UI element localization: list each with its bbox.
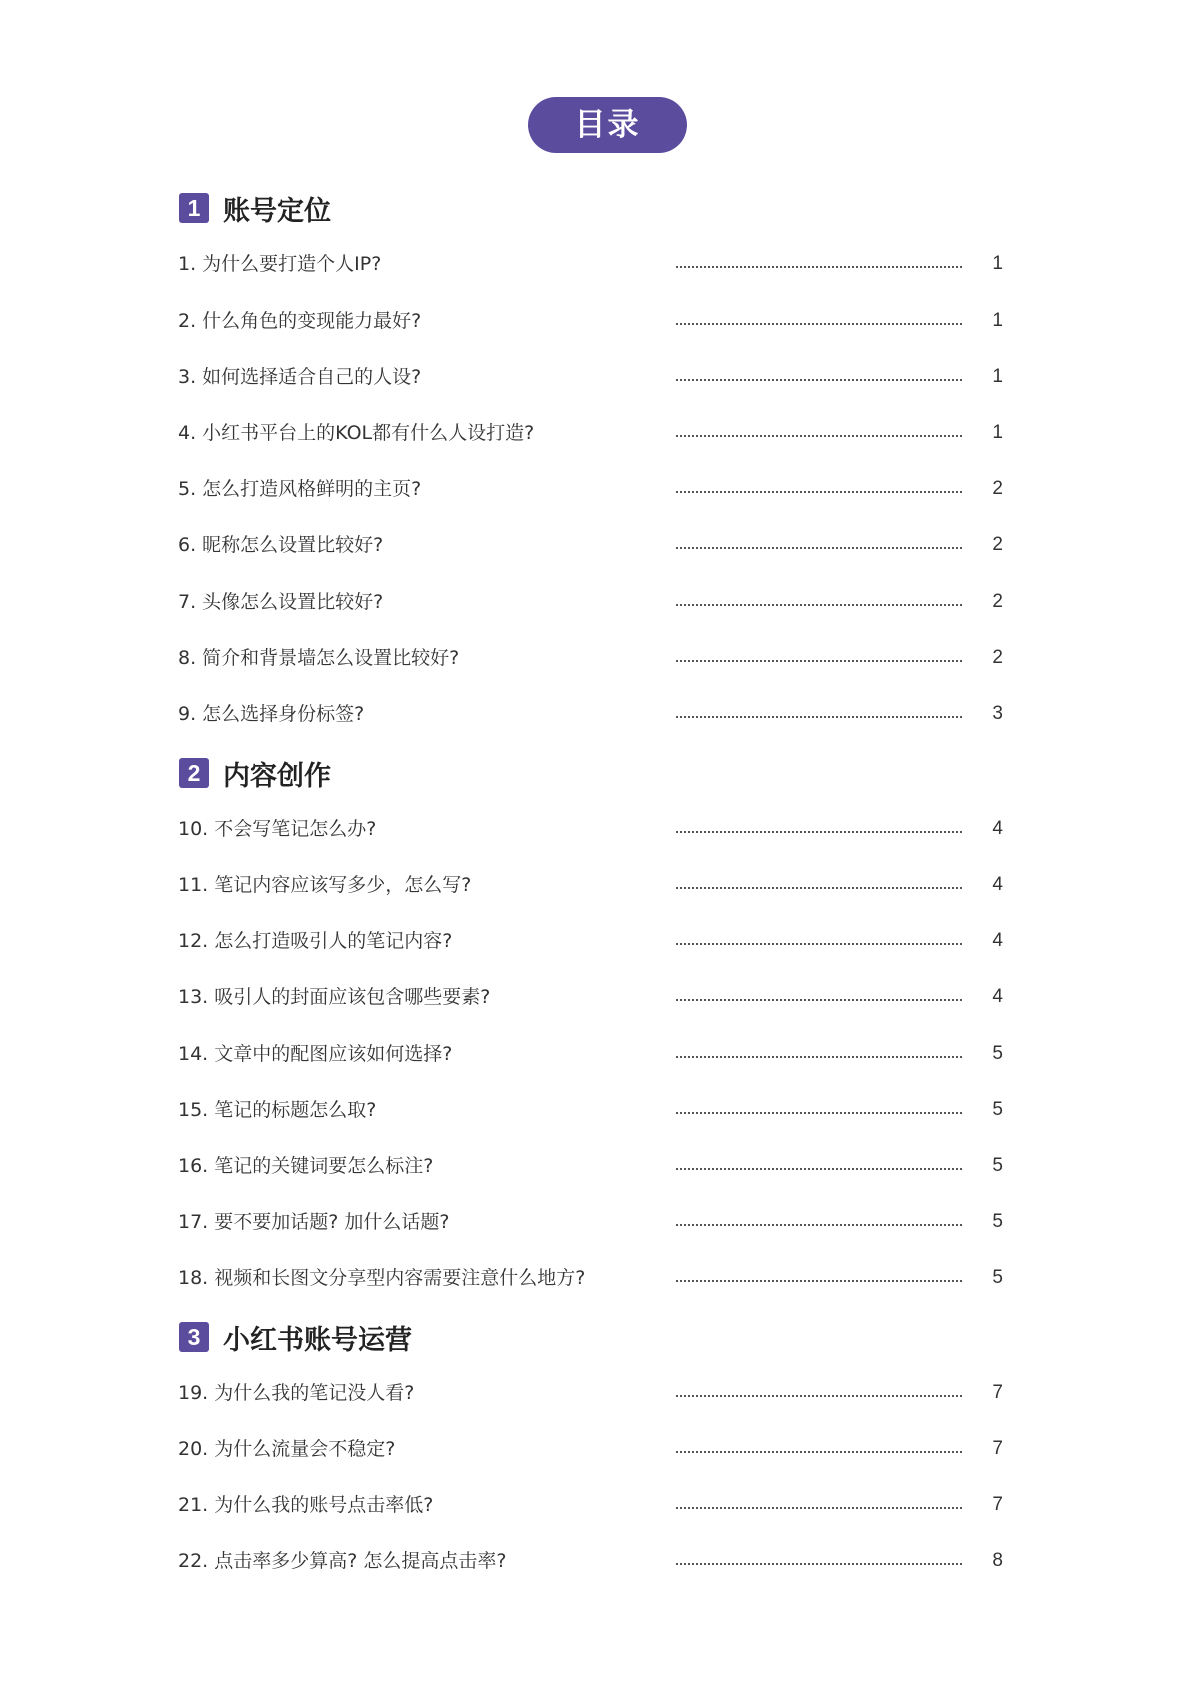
toc-entry[interactable] xyxy=(178,306,1003,336)
toc-entry[interactable] xyxy=(178,249,1003,279)
toc-entry-text: 1. 为什么要打造个人IP? xyxy=(178,253,382,275)
dot-leader xyxy=(676,1280,962,1282)
toc-entry-text: 20. 为什么流量会不稳定? xyxy=(178,1438,396,1460)
toc-entry[interactable] xyxy=(178,1207,1003,1237)
toc-entry-text: 21. 为什么我的账号点击率低? xyxy=(178,1494,434,1516)
dot-leader xyxy=(676,435,962,437)
dot-leader xyxy=(676,323,962,325)
section-header-3 xyxy=(179,1320,412,1354)
section-number-badge: 3 xyxy=(179,1322,209,1352)
toc-entry[interactable] xyxy=(178,643,1003,673)
toc-entry-text: 19. 为什么我的笔记没人看? xyxy=(178,1382,415,1404)
toc-entry-page: 4 xyxy=(992,818,1003,839)
toc-entry[interactable] xyxy=(178,1546,1003,1576)
toc-entry-page: 1 xyxy=(992,253,1003,274)
toc-entry-page: 8 xyxy=(992,1550,1003,1571)
dot-leader xyxy=(676,660,962,662)
toc-entry-text: 11. 笔记内容应该写多少，怎么写? xyxy=(178,874,472,896)
toc-entry-text: 4. 小红书平台上的KOL都有什么人设打造? xyxy=(178,422,535,444)
toc-entry-page: 1 xyxy=(992,310,1003,331)
section-title: 账号定位 xyxy=(223,195,331,227)
toc-entry-page: 4 xyxy=(992,986,1003,1007)
toc-entry-text: 3. 如何选择适合自己的人设? xyxy=(178,366,422,388)
dot-leader xyxy=(676,716,962,718)
toc-entry[interactable] xyxy=(178,362,1003,392)
toc-entry[interactable] xyxy=(178,587,1003,617)
dot-leader xyxy=(676,1056,962,1058)
toc-entry-text: 15. 笔记的标题怎么取? xyxy=(178,1099,377,1121)
dot-leader xyxy=(676,604,962,606)
section-number-badge: 2 xyxy=(179,758,209,788)
toc-entry[interactable] xyxy=(178,1490,1003,1520)
toc-entry-text: 16. 笔记的关键词要怎么标注? xyxy=(178,1155,434,1177)
toc-entry-page: 4 xyxy=(992,930,1003,951)
dot-leader xyxy=(676,831,962,833)
dot-leader xyxy=(676,266,962,268)
toc-entry[interactable] xyxy=(178,814,1003,844)
toc-entry-page: 5 xyxy=(992,1211,1003,1232)
section-header-2 xyxy=(179,756,331,790)
dot-leader xyxy=(676,1112,962,1114)
dot-leader xyxy=(676,943,962,945)
toc-entry-text: 17. 要不要加话题? 加什么话题? xyxy=(178,1211,450,1233)
toc-entry[interactable] xyxy=(178,1263,1003,1293)
toc-entry[interactable] xyxy=(178,418,1003,448)
dot-leader xyxy=(676,1224,962,1226)
dot-leader xyxy=(676,379,962,381)
section-header-1 xyxy=(179,191,331,225)
toc-entry[interactable] xyxy=(178,982,1003,1012)
toc-entry-text: 8. 简介和背景墙怎么设置比较好? xyxy=(178,647,460,669)
toc-entry[interactable] xyxy=(178,699,1003,729)
toc-entry-page: 2 xyxy=(992,478,1003,499)
toc-entry-text: 2. 什么角色的变现能力最好? xyxy=(178,310,422,332)
toc-entry-page: 3 xyxy=(992,703,1003,724)
toc-entry-page: 7 xyxy=(992,1382,1003,1403)
toc-entry[interactable] xyxy=(178,1151,1003,1181)
dot-leader xyxy=(676,1168,962,1170)
toc-entry-text: 5. 怎么打造风格鲜明的主页? xyxy=(178,478,422,500)
toc-entry-page: 5 xyxy=(992,1043,1003,1064)
dot-leader xyxy=(676,1395,962,1397)
dot-leader xyxy=(676,547,962,549)
toc-entry-page: 5 xyxy=(992,1099,1003,1120)
toc-entry[interactable] xyxy=(178,1378,1003,1408)
toc-entry-text: 10. 不会写笔记怎么办? xyxy=(178,818,377,840)
toc-entry-page: 2 xyxy=(992,647,1003,668)
toc-entry[interactable] xyxy=(178,870,1003,900)
toc-entry[interactable] xyxy=(178,474,1003,504)
toc-entry-page: 7 xyxy=(992,1438,1003,1459)
toc-entry-text: 14. 文章中的配图应该如何选择? xyxy=(178,1043,453,1065)
toc-title: 目录 xyxy=(528,97,687,153)
toc-entry[interactable] xyxy=(178,1039,1003,1069)
toc-entry-text: 12. 怎么打造吸引人的笔记内容? xyxy=(178,930,453,952)
toc-entry[interactable] xyxy=(178,926,1003,956)
dot-leader xyxy=(676,1451,962,1453)
toc-entry-page: 1 xyxy=(992,422,1003,443)
dot-leader xyxy=(676,887,962,889)
toc-entry-page: 5 xyxy=(992,1267,1003,1288)
dot-leader xyxy=(676,999,962,1001)
toc-entry-text: 18. 视频和长图文分享型内容需要注意什么地方? xyxy=(178,1267,586,1289)
toc-entry-text: 7. 头像怎么设置比较好? xyxy=(178,591,384,613)
toc-entry[interactable] xyxy=(178,1095,1003,1125)
toc-entry-page: 5 xyxy=(992,1155,1003,1176)
section-number-badge: 1 xyxy=(179,193,209,223)
section-title: 内容创作 xyxy=(223,760,331,792)
toc-entry-page: 2 xyxy=(992,591,1003,612)
toc-entry-text: 22. 点击率多少算高? 怎么提高点击率? xyxy=(178,1550,507,1572)
dot-leader xyxy=(676,1563,962,1565)
toc-entry[interactable] xyxy=(178,1434,1003,1464)
dot-leader xyxy=(676,1507,962,1509)
section-title: 小红书账号运营 xyxy=(223,1324,412,1356)
toc-entry-page: 7 xyxy=(992,1494,1003,1515)
dot-leader xyxy=(676,491,962,493)
toc-entry-page: 1 xyxy=(992,366,1003,387)
toc-entry-text: 6. 昵称怎么设置比较好? xyxy=(178,534,384,556)
toc-entry-page: 4 xyxy=(992,874,1003,895)
toc-entry-page: 2 xyxy=(992,534,1003,555)
toc-entry[interactable] xyxy=(178,530,1003,560)
toc-entry-text: 13. 吸引人的封面应该包含哪些要素? xyxy=(178,986,491,1008)
toc-entry-text: 9. 怎么选择身份标签? xyxy=(178,703,365,725)
